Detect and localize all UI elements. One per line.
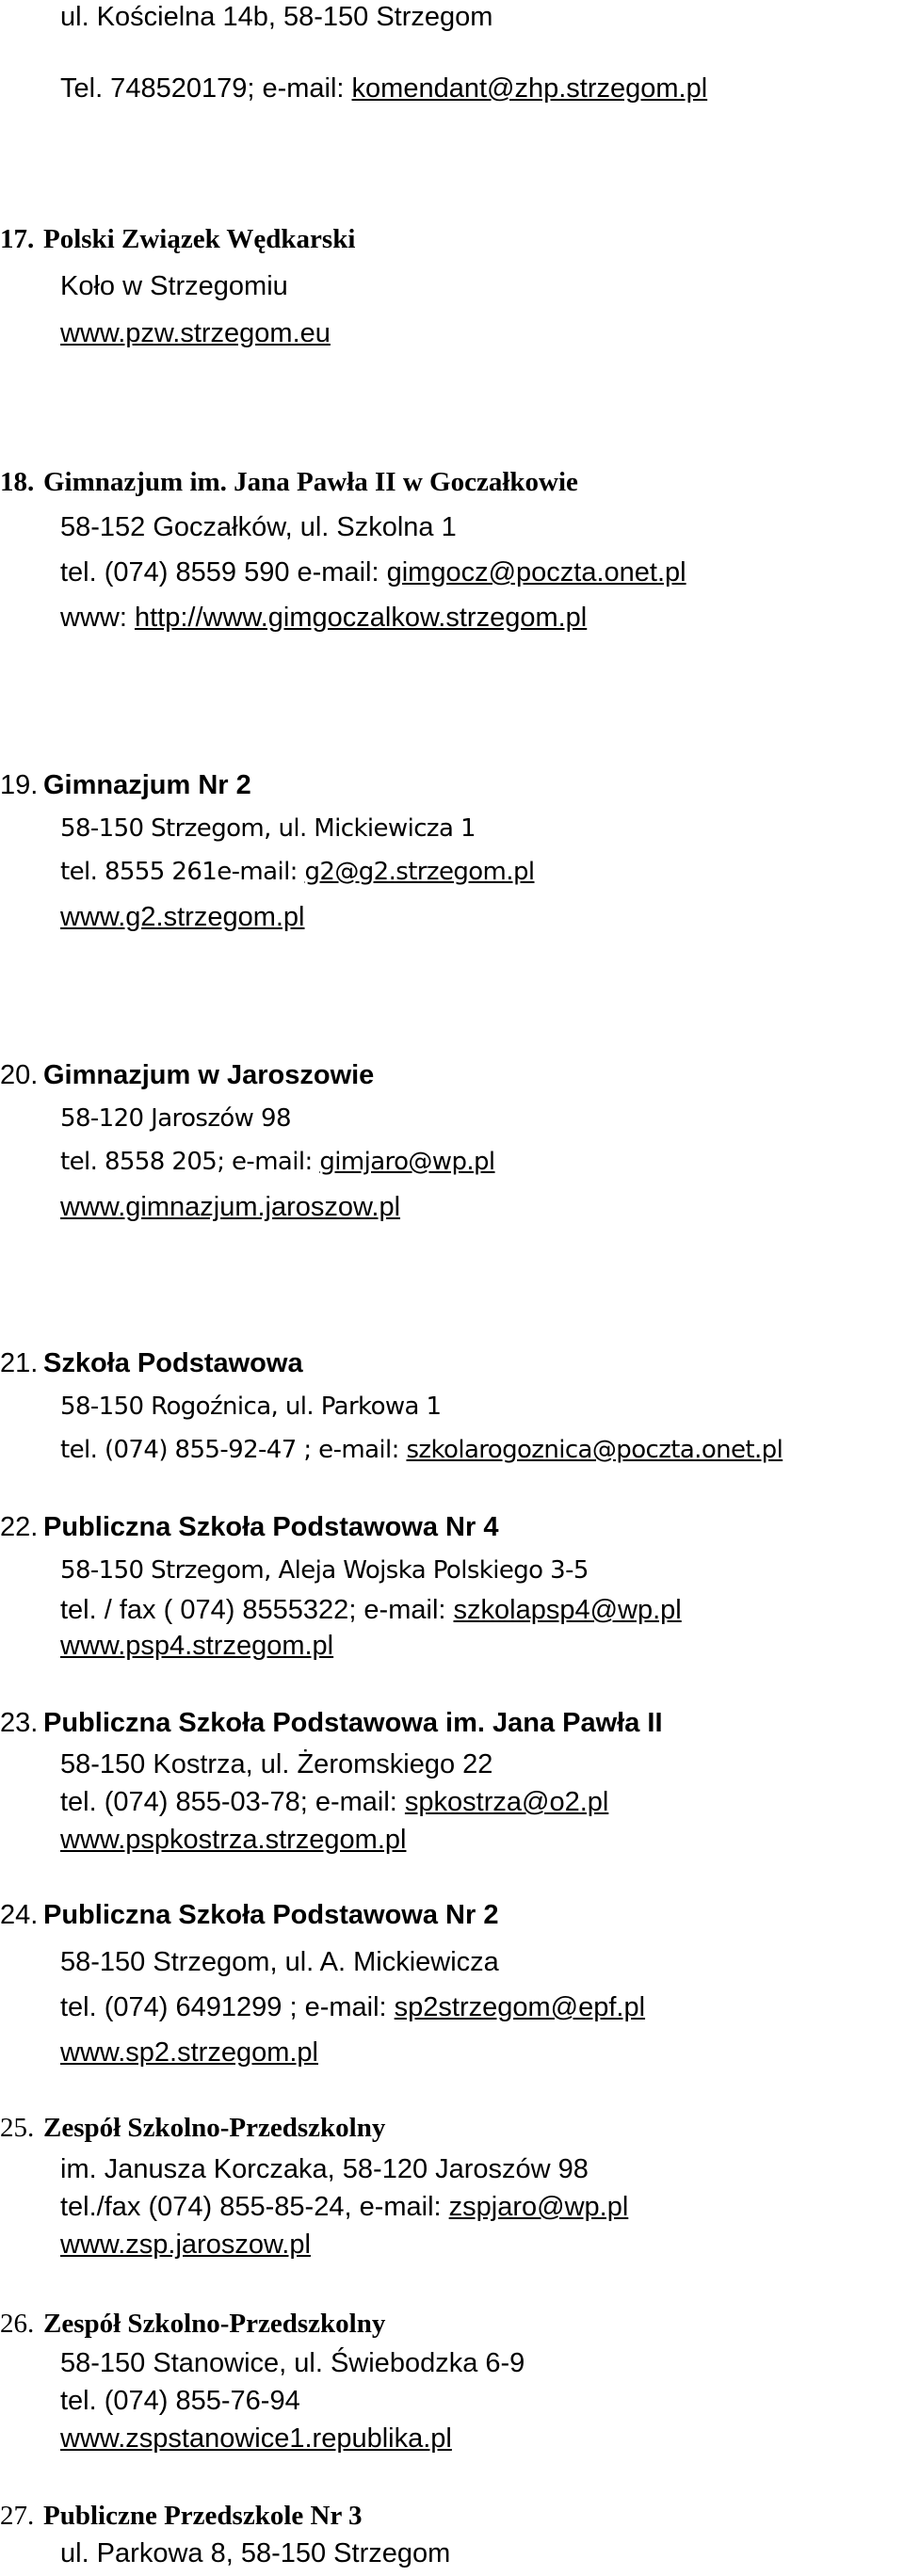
entry-21-contact bbox=[60, 1433, 783, 1467]
entry-20-line1: 58-120 Jaroszów 98 bbox=[60, 1104, 291, 1133]
top-address: ul. Kościelna 14b, 58-150 Strzegom bbox=[60, 2, 493, 32]
entry-22-contact bbox=[60, 1593, 682, 1627]
entry-19-name: Gimnazjum Nr 2 bbox=[43, 770, 251, 800]
top-tel: Tel. 748520179; e-mail: bbox=[60, 73, 352, 104]
entry-25-line1: im. Janusza Korczaka, 58-120 Jaroszów 98 bbox=[60, 2154, 589, 2184]
entry-18-contact bbox=[60, 555, 686, 589]
entry-23-www-link[interactable]: www.pspkostrza.strzegom.pl bbox=[60, 1825, 407, 1855]
entry-20-email-link[interactable]: gimjaro@wp.pl bbox=[319, 1148, 495, 1176]
entry-19-heading bbox=[0, 768, 251, 802]
entry-24-contact bbox=[60, 1990, 645, 2024]
entry-23-line1: 58-150 Kostrza, ul. Żeromskiego 22 bbox=[60, 1749, 493, 1779]
entry-25-tel: tel./fax (074) 855-85-24, e-mail: bbox=[60, 2192, 449, 2222]
entry-26-name: Zespół Szkolno-Przedszkolny bbox=[43, 2309, 386, 2339]
entry-17-line1: Koło w Strzegomiu bbox=[60, 271, 288, 301]
entry-24-heading bbox=[0, 1898, 498, 1932]
entry-17-number: 17. bbox=[0, 224, 35, 254]
entry-19-email-link[interactable]: g2@g2.strzegom.pl bbox=[304, 858, 535, 886]
entry-24-name: Publiczna Szkoła Podstawowa Nr 2 bbox=[43, 1900, 499, 1930]
entry-21-email-link[interactable]: szkolarogoznica@poczta.onet.pl bbox=[406, 1436, 783, 1464]
entry-26-heading bbox=[0, 2307, 385, 2341]
entry-21-heading bbox=[0, 1346, 303, 1380]
entry-19-tel: tel. 8555 261e-mail: bbox=[60, 858, 305, 886]
entry-23-heading bbox=[0, 1706, 663, 1740]
entry-18-name: Gimnazjum im. Jana Pawła II w Goczałkowie bbox=[43, 467, 578, 497]
entry-21-number: 21. bbox=[0, 1348, 39, 1378]
entry-24-email-link[interactable]: sp2strzegom@epf.pl bbox=[394, 1992, 646, 2022]
entry-23-number: 23. bbox=[0, 1708, 39, 1738]
entry-20-name: Gimnazjum w Jaroszowie bbox=[43, 1060, 375, 1090]
entry-24-number: 24. bbox=[0, 1900, 39, 1930]
entry-19-number: 19. bbox=[0, 770, 39, 800]
entry-24-www-link[interactable]: www.sp2.strzegom.pl bbox=[60, 2037, 318, 2068]
entry-27-line1: ul. Parkowa 8, 58-150 Strzegom bbox=[60, 2538, 451, 2568]
entry-19-line1: 58-150 Strzegom, ul. Mickiewicza 1 bbox=[60, 814, 476, 843]
entry-18-www-line bbox=[60, 601, 587, 635]
entry-19-www-link[interactable]: www.g2.strzegom.pl bbox=[60, 902, 305, 932]
entry-23-contact bbox=[60, 1785, 608, 1819]
entry-25-www-link[interactable]: www.zsp.jaroszow.pl bbox=[60, 2230, 311, 2260]
entry-17-name: Polski Związek Wędkarski bbox=[43, 224, 356, 254]
entry-20-number: 20. bbox=[0, 1060, 39, 1090]
entry-18-www-label: www: bbox=[60, 603, 135, 633]
entry-24-tel: tel. (074) 6491299 ; e-mail: bbox=[60, 1992, 395, 2022]
entry-21-line1: 58-150 Rogoźnica, ul. Parkowa 1 bbox=[60, 1393, 442, 1421]
entry-20-contact bbox=[60, 1145, 495, 1179]
entry-23-email-link[interactable]: spkostrza@o2.pl bbox=[404, 1787, 609, 1817]
entry-19-contact bbox=[60, 855, 534, 889]
entry-22-tel: tel. / fax ( 074) 8555322; e-mail: bbox=[60, 1595, 454, 1625]
entry-24-line1: 58-150 Strzegom, ul. A. Mickiewicza bbox=[60, 1947, 499, 1977]
entry-25-contact bbox=[60, 2190, 628, 2224]
entry-20-www-link[interactable]: www.gimnazjum.jaroszow.pl bbox=[60, 1192, 401, 1222]
entry-26-line1: 58-150 Stanowice, ul. Świebodzka 6-9 bbox=[60, 2348, 525, 2378]
entry-18-heading bbox=[0, 465, 578, 499]
entry-25-number: 25. bbox=[0, 2113, 35, 2143]
entry-27-heading bbox=[0, 2499, 363, 2533]
entry-18-line1: 58-152 Goczałków, ul. Szkolna 1 bbox=[60, 512, 457, 542]
entry-25-heading bbox=[0, 2111, 385, 2145]
entry-20-tel: tel. 8558 205; e-mail: bbox=[60, 1148, 320, 1176]
entry-21-name: Szkoła Podstawowa bbox=[43, 1348, 303, 1378]
entry-17-www-link[interactable]: www.pzw.strzegom.eu bbox=[60, 318, 331, 348]
entry-22-name: Publiczna Szkoła Podstawowa Nr 4 bbox=[43, 1512, 499, 1542]
entry-25-email-link[interactable]: zspjaro@wp.pl bbox=[448, 2192, 629, 2222]
entry-22-line1: 58-150 Strzegom, Aleja Wojska Polskiego 3-5 bbox=[60, 1556, 589, 1585]
entry-22-www-link[interactable]: www.psp4.strzegom.pl bbox=[60, 1631, 334, 1661]
entry-26-tel: tel. (074) 855-76-94 bbox=[60, 2386, 300, 2416]
entry-18-email-link[interactable]: gimgocz@poczta.onet.pl bbox=[386, 557, 686, 588]
entry-22-email-link[interactable]: szkolapsp4@wp.pl bbox=[453, 1595, 682, 1625]
entry-21-tel: tel. (074) 855-92-47 ; e-mail: bbox=[60, 1436, 407, 1464]
entry-26-www-link[interactable]: www.zspstanowice1.republika.pl bbox=[60, 2423, 452, 2454]
entry-17-heading bbox=[0, 222, 355, 256]
entry-18-tel: tel. (074) 8559 590 e-mail: bbox=[60, 557, 387, 588]
entry-25-name: Zespół Szkolno-Przedszkolny bbox=[43, 2113, 386, 2143]
entry-23-tel: tel. (074) 855-03-78; e-mail: bbox=[60, 1787, 405, 1817]
entry-22-heading bbox=[0, 1510, 498, 1544]
entry-27-name: Publiczne Przedszkole Nr 3 bbox=[43, 2501, 363, 2531]
entry-20-heading bbox=[0, 1058, 374, 1092]
entry-23-name: Publiczna Szkoła Podstawowa im. Jana Pawła II bbox=[43, 1708, 663, 1738]
entry-27-number: 27. bbox=[0, 2501, 35, 2531]
entry-18-number: 18. bbox=[0, 467, 35, 497]
entry-18-www-link[interactable]: http://www.gimgoczalkow.strzegom.pl bbox=[134, 603, 588, 633]
entry-26-number: 26. bbox=[0, 2309, 35, 2339]
top-contact-line bbox=[60, 72, 707, 105]
entry-22-number: 22. bbox=[0, 1512, 39, 1542]
top-email-link[interactable]: komendant@zhp.strzegom.pl bbox=[351, 73, 708, 104]
